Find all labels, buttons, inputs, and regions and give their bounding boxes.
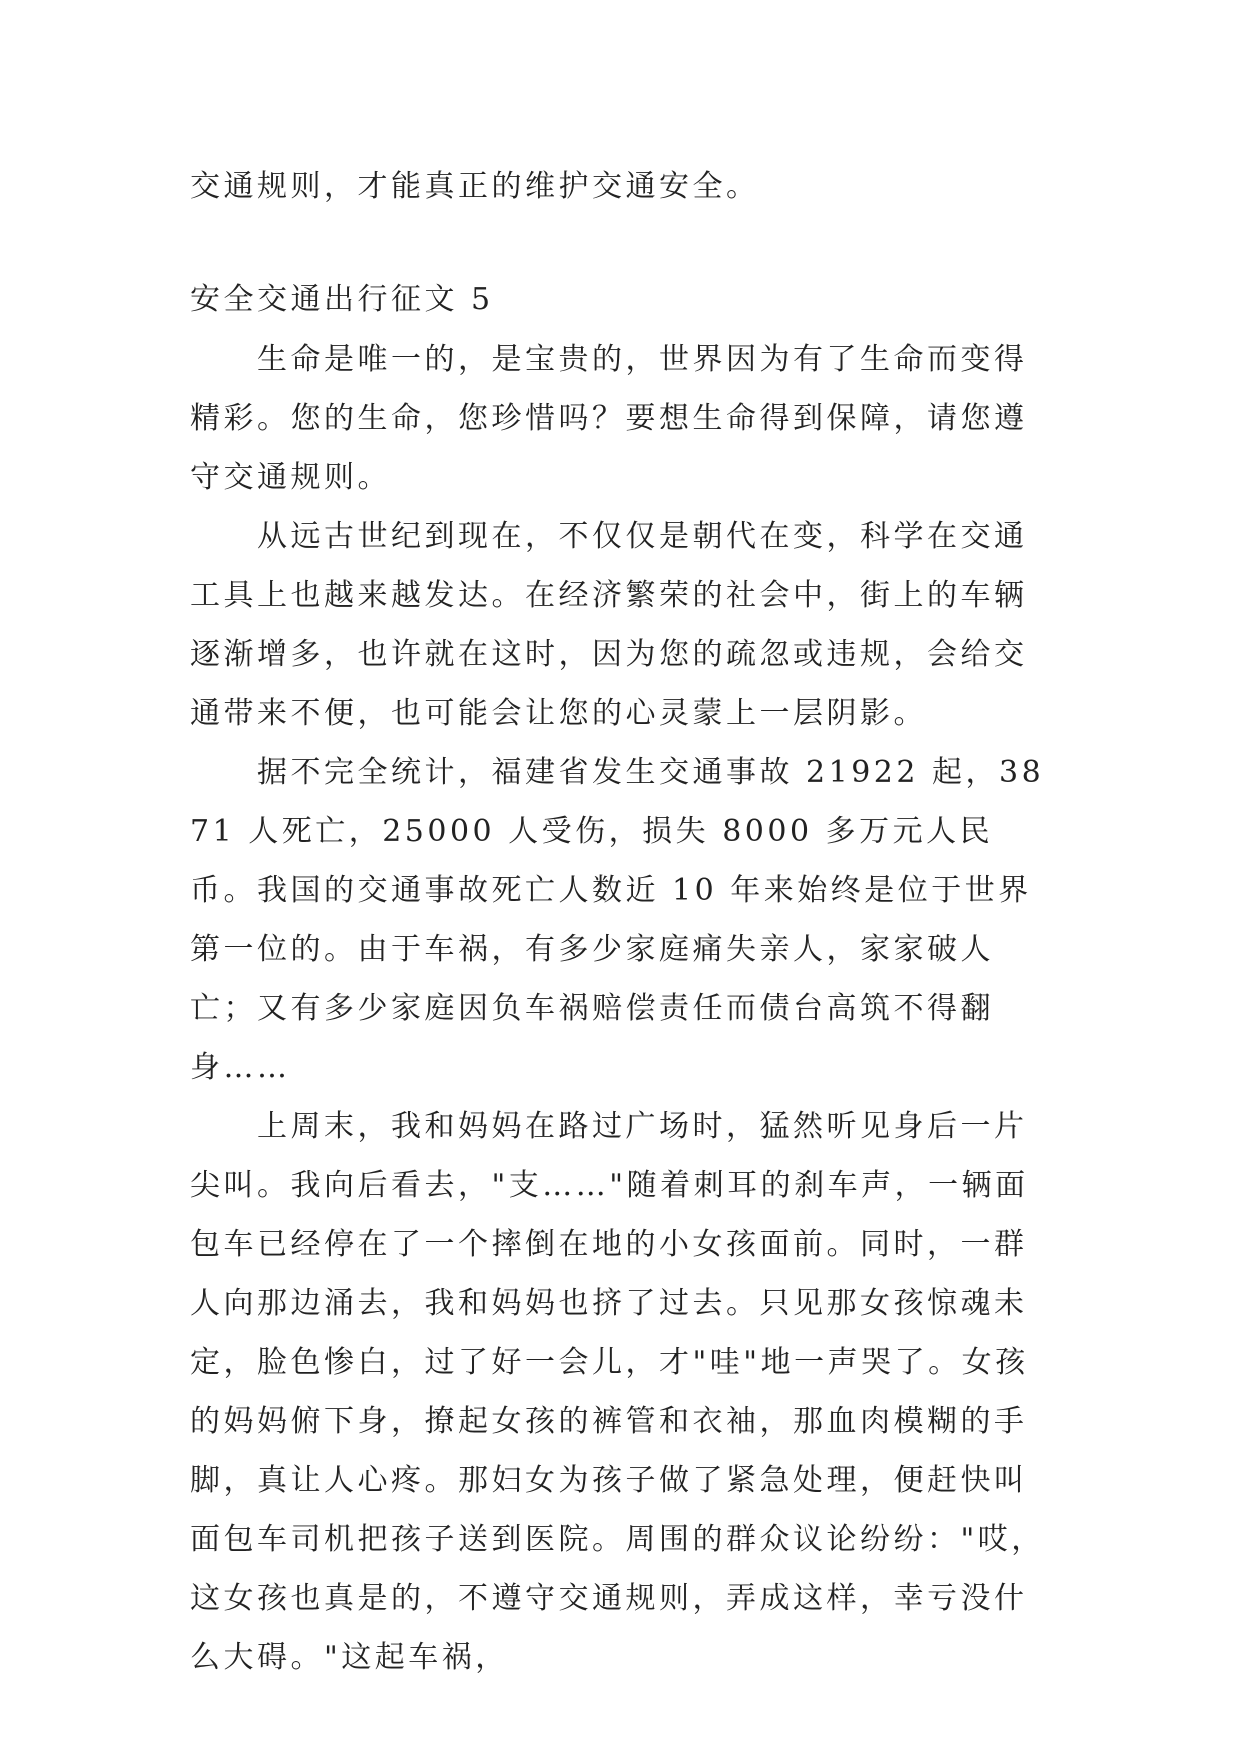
article-body	[190, 330, 1060, 1687]
paragraph-3: 据不完全统计，福建省发生交通事故 21922 起，3871 人死亡，25000 人受伤，损失 8000 多万元人民币。我国的交通事故死亡人数近 10 年来始终是位于世界第一位的。由于车祸，有多少家庭痛失亲人，家家破人亡；又有多少家庭因负车祸赔偿责任而债台高筑不得翻身……	[190, 755, 1045, 1085]
section-title: 安全交通出行征文 5	[190, 282, 494, 317]
paragraph-1: 生命是唯一的，是宝贵的，世界因为有了生命而变得精彩。您的生命，您珍惜吗？要想生命得到保障，请您遵守交通规则。	[190, 342, 1028, 495]
continued-text-line: 交通规则，才能真正的维护交通安全。	[190, 169, 760, 204]
paragraph-4: 上周末，我和妈妈在路过广场时，猛然听见身后一片尖叫。我向后看去，"支……"随着刺耳的刹车声，一辆面包车已经停在了一个摔倒在地的小女孩面前。同时，一群人向那边涌去，我和妈妈也挤了过去。只见那女孩惊魂未定，脸色惨白，过了好一会儿，才"哇"地一声哭了。女孩的妈妈俯下身，撩起女孩的裤管和衣袖，那血肉模糊的手脚，真让人心疼。那妇女为孩子做了紧急处理，便赶快叫面包车司机把孩子送到医院。周围的群众议论纷纷："哎，这女孩也真是的，不遵守交通规则，弄成这样，幸亏没什么大碍。"这起车祸，	[190, 1109, 1045, 1675]
paragraph-2: 从远古世纪到现在，不仅仅是朝代在变，科学在交通工具上也越来越发达。在经济繁荣的社会中，街上的车辆逐渐增多，也许就在这时，因为您的疏忽或违规，会给交通带来不便，也可能会让您的心灵蒙上一层阴影。	[190, 519, 1028, 731]
